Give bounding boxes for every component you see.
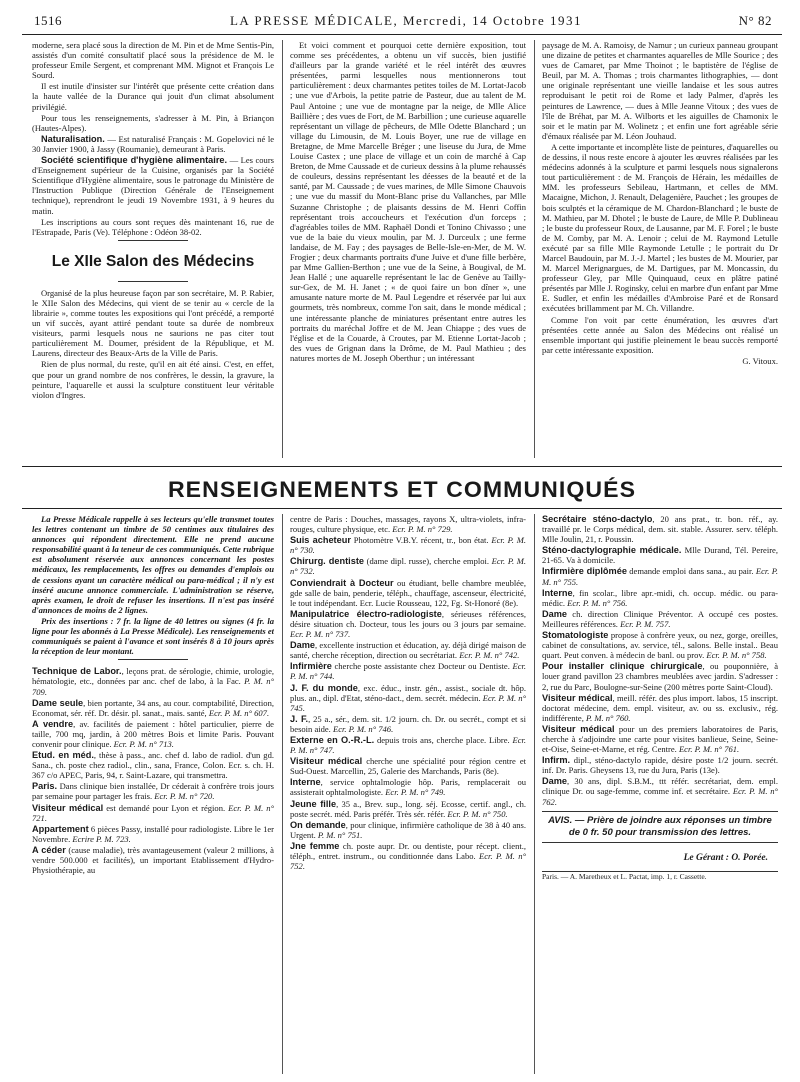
classified-ad (290, 714, 526, 734)
classified-ad (542, 566, 778, 586)
classified-ad (32, 666, 274, 696)
classified-ad (542, 609, 778, 629)
classified-ad (542, 630, 778, 660)
header-rule (22, 34, 782, 35)
ad-text: (cause maladie), très avantageusement (valeur 2 millions, à vendre 500.000 et facilités), un important Etablissement d'Hydro-Physiothérapie, au (32, 844, 274, 876)
ad-reference: Ecr. P. M. n° 745. (290, 692, 526, 713)
ad-text: , excellente instruction et éducation, ay. déjà dirigé maison de santé, cherche réception, direction ou secrétariat. (290, 640, 526, 661)
classified-ad (542, 776, 778, 806)
ad-text: , sérieuses références, désire situation ch. Docteur, tous les jours ou 3 jours par semaine. (290, 608, 526, 629)
classified-ad (290, 556, 526, 576)
ad-continued: centre de Paris : Douches, massages, rayons X, ultra-violets, infra-rouges, culture physique, etc. Ecr. P. M. n° 729. (290, 514, 526, 535)
ad-reference: Ecr. P. M. n° 721. (32, 802, 274, 823)
classified-ad (32, 698, 274, 718)
ad-keyword: Conviendrait à Docteur (290, 577, 394, 588)
ad-text: est demandé pour Lyon et région. (103, 802, 229, 813)
conclusion-paragraph: Comme l'on voit par cette énumération, les œuvres d'art présentées cette année au Salon des Médecins ont réalisé un ensemble important qui justifie pleinement le beau succès remporté par cette intéressante exposition. (542, 314, 778, 355)
ad-reference: P. M. n° 760. (585, 712, 631, 723)
classified-ad (290, 799, 526, 819)
ad-keyword: A céder (32, 844, 66, 855)
ad-reference: P. M. n° 709. (32, 676, 274, 697)
briancon-p3: Pour tous les renseignements, s'adresser à M. Pin, à Briançon (Hautes-Alpes). (32, 112, 274, 133)
ad-keyword: Stomatologiste (542, 630, 609, 641)
ad-text: , service ophtalmologie hôp. Paris, remplacerait ou assisterait ophtalmologiste. (290, 777, 526, 798)
ad-keyword: Sténo-dactylographie médicale. (542, 545, 682, 556)
classified-ad (290, 683, 526, 713)
classifieds-column-3 (542, 514, 778, 1074)
article-column-2 (290, 40, 526, 458)
classified-ad (32, 719, 274, 749)
ad-text: , 20 ans prat., tr. bon. réf., ay. travaillé pr. le Corps médical, dem. sit. stable. Assurer. serv. téléph. Mlle Joulin, 21, r. Poussin. (542, 514, 778, 545)
ad-keyword: Appartement (32, 823, 89, 834)
classified-ad (542, 545, 778, 565)
classified-ad (290, 640, 526, 660)
ad-reference: Ecr. P. M. n° 720. (154, 791, 215, 802)
classifieds-column-1 (32, 514, 274, 1074)
ad-keyword: Interne (542, 587, 573, 598)
classified-ad (290, 578, 526, 608)
ad-text: cherche poste assistante chez Docteur ou Dentiste. (331, 661, 513, 672)
ad-reference: Ecr. P. M. n° 756. (567, 597, 628, 608)
ad-text: , 30 ans, dipl. S.B.M., ttt référ. secrétariat, dem. empl. clinique Dr. ou sage-femme, comme inf. et secrétaire. (542, 776, 778, 797)
classified-ad (290, 777, 526, 797)
classified-ad (32, 803, 274, 823)
ad-text: , leçons prat. de sérologie, chimie, urologie, hématologie, etc., données par anc. chef de labo, à la Fac. (32, 666, 274, 687)
classified-ad (542, 514, 778, 544)
ad-text: Mlle Durand, Tél. Pereire, 21-65. Va à domicile. (542, 545, 778, 566)
ad-keyword: On demande (290, 819, 346, 830)
naturalisation-heading: Naturalisation. (41, 133, 105, 144)
ad-reference: Ecr. P. M. n° 752. (290, 851, 526, 872)
briancon-p2: Il est inutile d'insister sur l'intérêt que présente cette création dans la haute vallée de la Durance qui jouit d'un climat absolument privilégié. (32, 81, 274, 112)
hygiene-text: — Les cours d'Enseignement supérieur de la Cuisine, organisés par la Société Scientifique d'Hygiène alimentaire, sous le patronage du Ministère de l'Instruction Publique (Direction Générale de l'Enseignement technique), reprendront le jeudi 19 Novembre 1931, à 9 heures du matin. (32, 155, 274, 216)
page-number: 1516 (34, 13, 62, 28)
ad-keyword: Dame seule (32, 697, 84, 708)
ad-keyword: Chirurg. dentiste (290, 556, 365, 567)
ad-list (32, 666, 274, 875)
ad-reference: Ecr. P. M. n° 713. (113, 738, 174, 749)
classified-ad (542, 724, 778, 754)
ad-keyword: A vendre (32, 718, 74, 729)
ad-reference: Ecr. P. M. n° 742. (459, 650, 520, 661)
classified-ad (542, 661, 778, 691)
ad-text: (dame dipl. russe), cherche emploi. (364, 556, 492, 567)
article-column-1 (32, 40, 274, 458)
ad-keyword: Infirmière diplômée (542, 566, 627, 577)
naturalisation-text: — Est naturalisé Français : M. Gopelovici né le 30 Janvier 1900, à Jassy (Roumanie), demeurant à Paris. (32, 133, 274, 154)
ad-reference: Ecr. P. M. n° 730. (290, 535, 526, 556)
ad-keyword: Visiteur médical (542, 723, 615, 734)
briancon-intro: moderne, sera placé sous la direction de M. Pin et de Mme Sentis-Pin, assistés d'un comité consultatif placé sous la présidence de M. le professeur Emile Sergent, et comprenant MM. Mignot et François Le Sourd. (32, 40, 274, 81)
ad-keyword: Jne femme (290, 840, 340, 851)
ad-reference: Ecr. P. M. 757. (620, 618, 671, 629)
ad-text: Photomètre V.B.Y. récent, tr., bon état. (350, 535, 492, 546)
ad-keyword: Manipulatrice électro-radiologiste (290, 608, 442, 619)
ad-keyword: Paris. (32, 781, 58, 792)
ad-text: demande emploi dans sana., au pair. (626, 566, 756, 577)
classified-ad (542, 588, 778, 608)
section-rule (22, 466, 782, 467)
ad-keyword: Visiteur médical (32, 802, 104, 813)
salon-title: Le XIIe Salon des Médecins (51, 252, 255, 270)
ad-text: , bien portante, 34 ans, au cour. comptabilité, Direction, Economat, sér. réf. Dr. désir. pl. sanat., mais. santé, (32, 697, 274, 718)
classified-ad (290, 535, 526, 555)
ad-text: ch. poste aupr. Dr. ou dentiste, pour récept. client., téléph., entret. instrum., ou conditionnée dans Labo. (290, 840, 526, 861)
ad-text: , ou pouponnière, à louer grand pavillon 23 chambres meublées avec jardin. S'adresser : 2, rue du Parc, Boulogne-sur-Seine (200 mètres porte Saint-Cloud). (542, 661, 778, 692)
ad-keyword: Dame (542, 608, 568, 619)
ad-text: 6 pièces Passy, installé pour radiologiste. Libre le 1er Novembre. (32, 823, 274, 844)
ad-text: ch. direction Clinique Préventor. A occupé ces postes. Meilleures références. (542, 608, 778, 629)
salon-p1: Organisé de la plus heureuse façon par son secrétaire, M. P. Rabier, le XIIe Salon des Médecins, qui vient de se tenir au « cercle de la librairie », comme toutes les expositions qui l'ont précédé, a remporté un vif succès, ayant attiré pendant toute sa durée de nombreux visiteurs, parmi lesquels nous ne saurions ne pas citer tout particulièrement M. Doumer, président de la République, et M. Laurens, directeur des Beaux-Arts de la Ville de Paris. (32, 287, 274, 359)
ad-text: depuis trois ans, cherche place. Libre. (374, 734, 513, 745)
gerant-line: Le Gérant : O. Porée. (683, 852, 768, 863)
ad-reference: P. M. n° 751. (317, 829, 363, 840)
ad-text: ou étudiant, belle chambre meublée, gde salle de bain, penderie, téléph., chauffage, ascenseur, électricité, le tout indépendant. Ecr. Lucie Rousseau, 122, Fg. St-Honoré (8e). (290, 577, 526, 608)
ad-list (542, 514, 778, 807)
column-divider (282, 514, 283, 1074)
ad-keyword: Pour installer clinique chirurgicale (542, 661, 703, 672)
ad-reference: Ecr. P. M. n° 732. (290, 556, 526, 577)
classified-ad (542, 693, 778, 723)
ad-reference: Ecr. P. M. n° 749. (385, 787, 446, 798)
ad-text: cherche une spécialité pour région centre et Sud-Ouest. Marcellin, 25, Galerie des Marchands, Paris (8e). (290, 756, 526, 777)
masthead: LA PRESSE MÉDICALE, Mercredi, 14 Octobre 1931 (229, 13, 583, 28)
classified-ad (290, 735, 526, 755)
naturalisation-notice (32, 134, 274, 154)
issue-number: N° 82 (738, 13, 772, 28)
hygiene-p2: Les inscriptions au cours sont reçues dès maintenant 16, rue de l'Estrapade, Paris (Ve). Téléphone : Odéon 38-02. (32, 216, 274, 237)
ad-keyword: Jeune fille (290, 798, 337, 809)
classified-ad (32, 824, 274, 844)
ad-text: , 25 a., sér., dem. sit. 1/2 journ. ch. Dr. ou secrét., compt et si besoin aide. (290, 713, 526, 734)
ad-text: Dans clinique bien installée, Dr céderait à confrère trois jours par semaine pour partager les frais. (32, 781, 274, 802)
ad-list (290, 535, 526, 871)
ad-keyword: Externe en O.-R.-L. (290, 734, 375, 745)
ad-keyword: Suis acheteur (290, 535, 351, 546)
ad-text: , 35 a., Brev. sup., long. séj. Ecosse, certif. angl., ch. poste secrét. méd. Paris préfér. Très sér. référ. (290, 798, 526, 819)
ad-reference: Ecr. P. M. n° 746. (332, 723, 394, 734)
classified-ad (542, 755, 778, 775)
ad-keyword: Interne (290, 777, 321, 788)
ad-keyword: Infirm. (542, 755, 571, 766)
avis-box: AVIS. — Prière de joindre aux réponses un timbre de 0 fr. 50 pour transmission des lettres. (542, 811, 778, 843)
ad-reference: Ecr. P. M. n° 750. (447, 808, 508, 819)
salon-list-continued: paysage de M. A. Ramoisy, de Namur ; un curieux panneau groupant une dizaine de petites et charmantes aquarelles de Mlle Sourice ; des vues de Camaret, par Mme Thoinot ; le baptistère de l'église de Beuil, par M. A. Thomas ; trois charmantes lithographies, — dont une originale représentant une vieille landaise et les sous autres reproduisant le petit roi de Rome et lady Palmer, d'après les peintures de Lawrence, — dues à Mlle Jeanne Vitoux ; des vues de l'île de Bréhat, par M. A. Wilborts et les aiguilles de Chamonix le soir et le matin par M. Wolinetz ; et enfin une fort agréable série d'émaux réalisée par M. Léon Jouhaud. (542, 40, 778, 141)
hygiene-heading: Société scientifique d'hygiène alimentaire. (41, 155, 228, 166)
column-divider (534, 514, 535, 1074)
ad-keyword: Visiteur médical (542, 692, 613, 703)
ad-keyword: J. F. (290, 713, 309, 724)
ad-keyword: Infirmière (290, 661, 332, 672)
section-title: RENSEIGNEMENTS ET COMMUNIQUÉS (167, 477, 637, 502)
ad-keyword: Technique de Labor. (32, 666, 122, 677)
section-divider (118, 240, 188, 241)
ad-reference: Ecr. P. M. n° 758. (706, 650, 767, 661)
classified-ad (290, 661, 526, 681)
ad-reference: Ecr. P. M. n° 755. (542, 566, 778, 587)
salon-p2: Rien de plus normal, du reste, qu'il en ait été ainsi. C'est, en effet, que pour un grand nombre de nos confrères, le dessin, la gravure, la peinture, l'aquarelle et aussi la sculpture constituent leur véritable violon d'Ingres. (32, 359, 274, 400)
ad-text: , thèse à pass., anc. chef d. labo de radiol. d'un gd. Sana., ch. poste chez radiol., clin., sana, France, Colon. Ecr. s. ch. H. 367 c/o APEC, Paris, 94, r. Saint-Lazare, qui transmettra. (32, 750, 274, 781)
classified-ad (290, 756, 526, 776)
classified-ad (290, 841, 526, 871)
classified-ad (32, 781, 274, 801)
ad-keyword: Secrétaire sténo-dactylo (542, 514, 653, 524)
ad-reference: Ecr. P. M. n° 607. (208, 707, 270, 718)
notice-divider (118, 659, 188, 660)
hygiene-notice (32, 155, 274, 216)
ad-text: , meill. référ. des plus import. labos, 15 inscript. doctorat médecine, dem. empl. visiteur, av. ou ss. exclusiv., rég. indifférente, (542, 692, 778, 723)
ad-keyword: Dame (542, 776, 568, 787)
page-header (22, 10, 790, 32)
pricing-paragraph: Prix des insertions : 7 fr. la ligne de 40 lettres ou signes (4 fr. la ligne pour les abonnés à La Presse Médicale). Les renseignements et communiqués se paient à l'avance et sont insérés 8 à 10 jours après la réception de leur montant. (32, 615, 274, 657)
ad-reference: Ecr. P. M. n° 737. (290, 629, 351, 640)
ad-reference: Ecr. P. M. n° 761. (678, 744, 740, 755)
sculpture-paragraph: A cette importante et incomplète liste de peintures, d'aquarelles ou de dessins, il nous reste encore à ajouter les œuvres réalisées par les médecins adonnés à la sculpture et parmi lesquels nous signalerons tout particulièrement : de M. François de Hérain, les médailles de MM. les professeurs Sebileau, Hartmann, et celles de MM. Macaigne, Michon, J. Renault, Delagenière, Pauchet ; les groupes de bois sculptés et la céramique de M. Chardon-Blanchard ; le buste de M. Mathieu, par M. Dhotel ; le buste de Laure, de Mlle P. Dublineau ; le buste du professeur Roux, de Lausanne, par M. F. Forel ; le buste de M. Comby, par M. A. Lenoir ; celui de M. Raymond Letulle exécuté par sa fille Mlle Raymonde Letulle ; le portrait du Dr Marcel Baudouin, par M. J.-J. Martel ; les bustes de M. Mourier, par M. Marcel Merignargues, de M. Dartigues, par M. Moncassin, du professeur Gley, par Mlle Quinquaud, ceux en plâtre patiné présentés par Mlle J. Roginsky, celui en marbre d'un enfant par Mme E. Sudler, et enfin les médailles d'Ambroise Paré et de Ronsard exécutées brillamment par M. Ch. Villandre. (542, 141, 778, 314)
classified-ad (290, 820, 526, 840)
section-title-rule (22, 508, 782, 509)
ad-text: , av. facilités de paiement : hôtel particulier, pierre de taille, 700 mq, jardin, à 200 mètres Bois et limite Paris. Pouvant convenir pour clinique. (32, 718, 274, 749)
ad-text: propose à confrère yeux, ou nez, gorge, oreilles, cabinet de consultations, av. service, tél., salons. Belle instal.. Beau quart. Peut conven. à médecin de banl. ou prov. (542, 630, 778, 661)
article-column-3 (542, 40, 778, 458)
classifieds-column-2 (290, 514, 526, 1074)
ad-keyword: Etud. en méd. (32, 750, 94, 761)
column-divider (534, 40, 535, 458)
ad-text: , exc. éduc., instr. gén., assist., sociale dt. hôp. plus. an., dipl. d'Etat, sténo-dact., dem. secrét. médecin. (290, 682, 526, 703)
ad-reference: Ecr. P. M. n° 762. (542, 786, 778, 807)
ad-text: , fin scolar., libre apr.-midi, ch. occup. médic. ou para-médic. (542, 587, 778, 608)
salon-list-text: Et voici comment et pourquoi cette dernière exposition, tout comme ses précédentes, a obtenu un vif succès, bien justifié d'ailleurs par la grande variété et le réel intérêt des œuvres présentées, parmi lesquelles nous mentionnerons tout particulièrement : deux charmantes petites toiles de M. Lortat-Jacob ; une vue d'Arbois, la petite patrie de Pasteur, due au talent de M. Paul Antoine ; une vue de montagne par la neige, de Mlle Alice Baillière ; des vues de Fort, de M. Barbillion ; une curieuse aquarelle représentant un village de pêcheurs, de Mlle Odette Blanchard ; un village du Limousin, de M. Louis Boyer, une rue de village en Bretagne, de Mme Marcelle Bréger ; une liseuse du Jura, de Mme Louise Castex ; une place de village et un coin de marché à Cap Breton, de Mme Caussade et de curieux dessins à la plume rehaussés de couleurs, dessins représentant les déesses de la beauté et de la santé, par M. Caussade ; de vues marines, de Mlle Simone Chauvois ; une vue du massif du Mont-Blanc prise du Vallanches, par Mlle Suzanne Christophe ; de plaisants dessins de M. Henri Coffin représentant trois accoucheurs et l'exécution d'un forceps ; d'agréables toiles de MM. Raphaël Dondi et Tonino Chivasso ; une vue de la baie du vieux moulin, par M. J. Durceulx ; une ferme landaise, de M. Fay ; des paysages de Belle-Isle-en-Mer, de M. W. Frogier ; deux charmants portraits d'une Juive et d'une fille berbère, par Mme Gallien-Berthon ; une vue de la Seine, à Bougival, de M. Jean Hallé ; une aquarelle représentant le lac de Genève au Tailly-sur-Gex, de M. H. Janet ; « de quoi faire un bon dîner », une amusante nature morte de M. Paul Legendre et réservée par lui aux gourmets, très nombreux, comme l'on sait, dans le monde médical ; une intéressante planche de miniatures présentant entre autres les portraits du maréchal Joffre et de M. Jean Chiappe ; des vues de l'église et de la Couarde, à Croutes, par M. Etienne Lortat-Jacob ; des vues de Grignan dans la Drôme, de M. Paul Mathieu ; des natures mortes de M. Joseph Oberthur ; un intéressant (290, 40, 526, 363)
title-divider (118, 281, 188, 282)
notice-paragraph: La Presse Médicale rappelle à ses lecteurs qu'elle transmet toutes les lettres contenant un timbre de 50 centimes aux titulaires des annonces qui répondent directement. Elle ne prend aucune responsabilité quant à la teneur de ces communiqués. Cette rubrique est absolument réservée aux annonces concernant les postes médicaux, les remplacements, les offres ou demandes d'emplois ou de cessions ayant un caractère médical ou para-médical ; il n'y est inséré aucune annonce commerciale. L'administration se réserve, après examen, le droit de refuser les insertions. Il n'est pas inséré d'annonces de moins de 2 lignes. (32, 514, 274, 615)
ad-reference: Ecrire P. M. 723. (72, 833, 131, 844)
ad-keyword: J. F. du monde (290, 682, 358, 693)
column-divider (282, 40, 283, 458)
ad-text: pour un des premiers laboratoires de Paris, cherche à s'adjoindre une carte pour visites banlieue, Seine, Seine-et-Oise, Seine-et-Marne, et rég. Centre. (542, 723, 778, 755)
ad-keyword: Dame (290, 640, 316, 651)
ad-text: , pour clinique, infirmière catholique de 38 à 40 ans. Urgent. (290, 819, 526, 840)
imprint-line: Paris. — A. Maretheux et L. Pactat, imp. 1, r. Cassette. (542, 871, 707, 881)
classified-ad (32, 750, 274, 780)
ad-reference: Ecr. P. M. n° 747. (290, 734, 526, 756)
article-signature: G. Vitoux. (742, 355, 778, 366)
ad-text: dipl., sténo-dactylo rapide, désire poste 1/2 journ. secrét. inf. Dr. Paris. Gheysens 13, rue du Jura, Paris (13e). (542, 755, 778, 776)
ad-reference: Ecr. P. M. n° 744. (290, 661, 526, 682)
classified-ad (32, 845, 274, 875)
ad-keyword: Visiteur médical (290, 756, 363, 767)
classified-ad (290, 609, 526, 639)
